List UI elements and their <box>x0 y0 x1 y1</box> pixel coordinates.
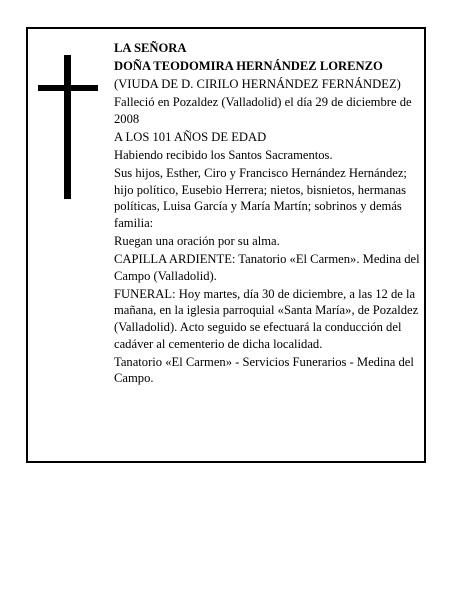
family-paragraph: Sus hijos, Esther, Ciro y Francisco Hernández Hernández; hijo político, Eusebio Herrera; nietos, bisnietos, hermanas políticas, Luisa García y María Martín; sobrinos y demás familia: <box>114 166 407 230</box>
death-line: Falleció en Pozaldez (Valladolid) el día 29 de diciembre de 2008 <box>114 95 412 126</box>
notice-title: LA SEÑORA <box>114 41 187 55</box>
cross-icon <box>38 55 98 199</box>
chapel-paragraph: CAPILLA ARDIENTE: Tanatorio «El Carmen». Medina del Campo (Valladolid). <box>114 252 420 283</box>
age-line: A LOS 101 AÑOS DE EDAD <box>114 129 267 144</box>
prayer-line: Ruegan una oración por su alma. <box>114 234 280 249</box>
sacraments-line: Habiendo recibido los Santos Sacramentos. <box>114 148 333 163</box>
obituary-notice <box>26 27 426 463</box>
deceased-name: DOÑA TEODOMIRA HERNÁNDEZ LORENZO <box>114 59 383 74</box>
cross-vertical-bar <box>64 55 71 199</box>
widow-line: (VIUDA DE D. CIRILO HERNÁNDEZ FERNÁNDEZ) <box>114 77 401 92</box>
cross-horizontal-bar <box>38 85 98 91</box>
funeral-home-line: Tanatorio «El Carmen» - Servicios Funerarios - Medina del Campo. <box>114 354 414 386</box>
funeral-paragraph: FUNERAL: Hoy martes, día 30 de diciembre, a las 12 de la mañana, en la iglesia parroquial «Santa María», de Pozaldez (Valladolid). Acto seguido se efectuará la conducción del cadáver al cementerio de dicha localidad. <box>114 286 419 351</box>
notice-text <box>114 40 426 388</box>
